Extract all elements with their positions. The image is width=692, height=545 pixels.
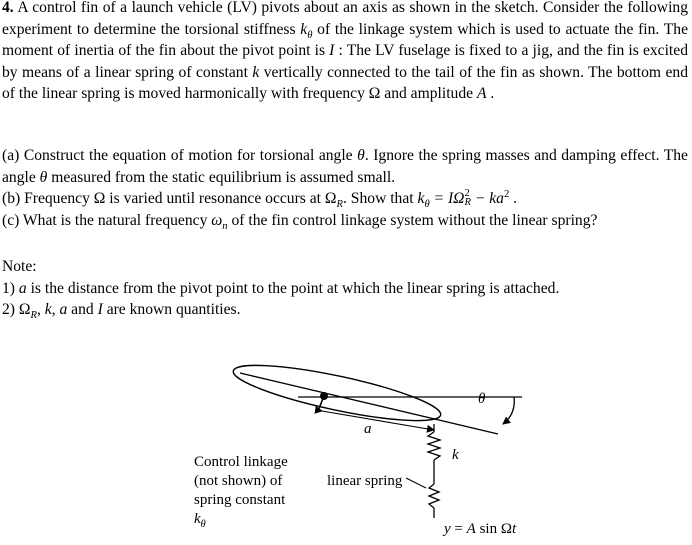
part-b: (b) Frequency Ω is varied until resonance occurs at $\Omega_R$. Show that $k_\theta = I\Omega$ 2 R − $ka^2$ . [2, 188, 518, 211]
control-linkage-label: Control linkage (not shown) of spring constant $k_\theta$ [194, 454, 288, 530]
a-label: a [364, 421, 372, 437]
linkage-spring [428, 432, 440, 460]
problem-intro: 4. A control fin of a launch vehicle (LV) pivots about an axis as shown in the sketch. Consider the following experiment to determine the torsional stiffness $k_\theta$ of the linkage system which is used to actuate the fin. The moment of inertia of the fin about the pivot point is I : The LV fuselage is fixed to a jig, and the fin is excited by means of a linear spring of constant k vertically connected to the tail of the fin as shown. The bottom end of the linear spring is moved harmonically with frequency Ω and amplitude A . [2, 0, 689, 103]
displacement-label: y = A sin Ωt [444, 521, 517, 537]
note-item-1: 1) a is the distance from the pivot point to the point at which the linear spring is attached. [2, 280, 560, 297]
fin-sketch-drawing [0, 350, 692, 540]
theta-label: θ [478, 391, 486, 407]
linear-spring-label: linear spring [327, 473, 403, 489]
part-a: (a) Construct the equation of motion for torsional angle θ. Ignore the spring masses and damping effect. The angle θ measured from the static equilibrium is assumed small. [2, 147, 688, 186]
fin-outline [230, 354, 444, 431]
note-item-2: 2) $\Omega_R$, k, a and I are known quantities. [2, 301, 241, 322]
note-title: Note: [2, 258, 37, 275]
linear-spring-pointer [406, 478, 426, 488]
theta-arc [503, 397, 514, 424]
problem-number: 4. [2, 0, 14, 16]
k-label: k [452, 447, 459, 463]
linear-spring [429, 484, 439, 508]
part-c: (c) What is the natural frequency $\omega_n$ of the fin control linkage system without the linear spring? [2, 212, 598, 233]
fin-sketch [0, 350, 692, 540]
